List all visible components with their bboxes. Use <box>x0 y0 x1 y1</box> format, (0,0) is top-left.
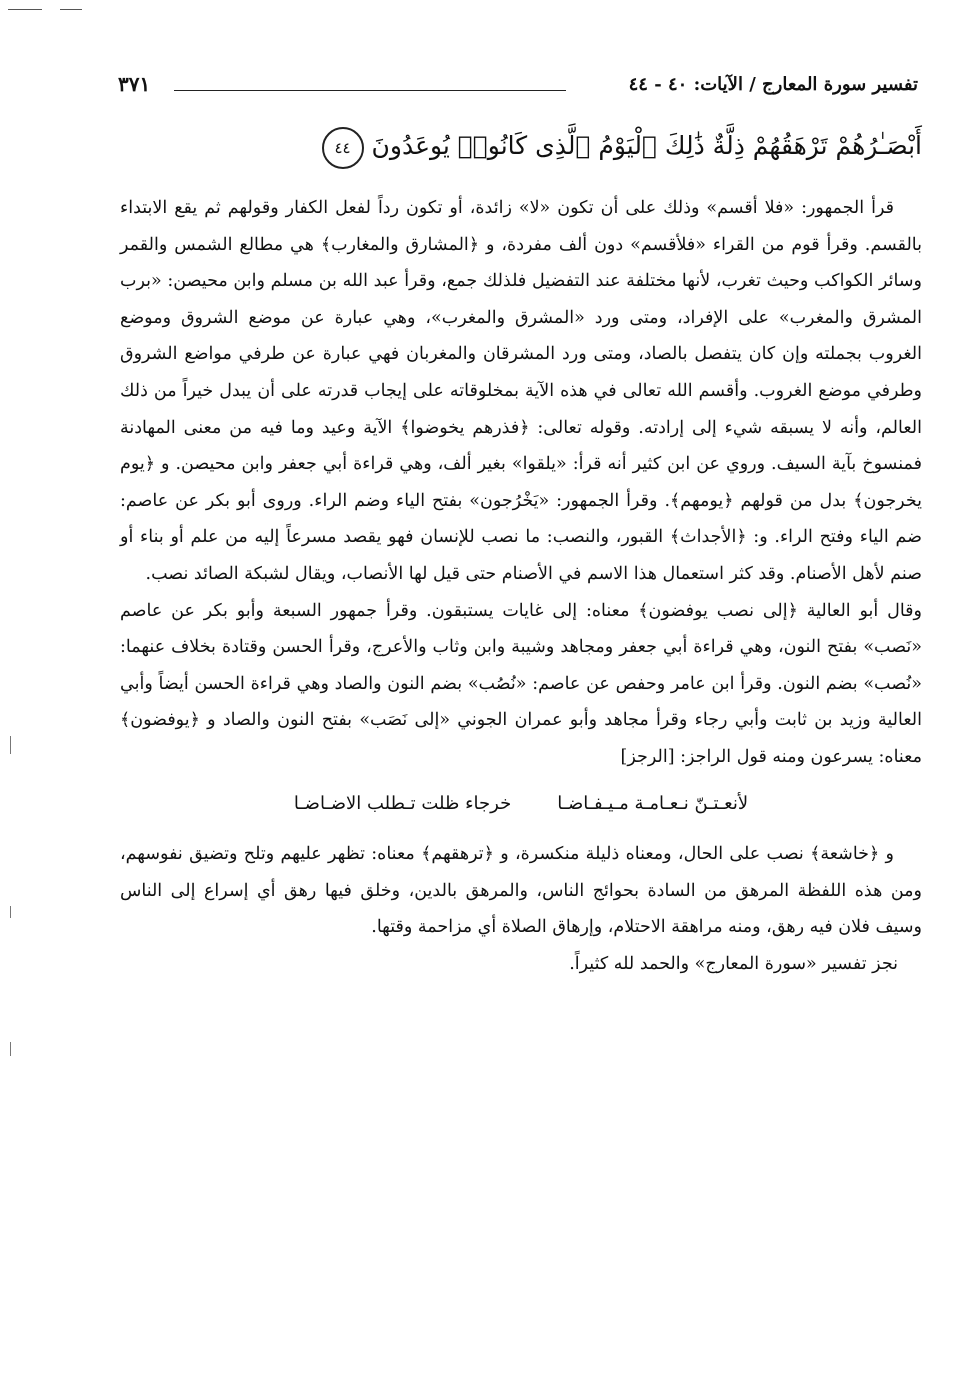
page-header <box>118 70 918 104</box>
closing-line: نجز تفسير «سورة المعارج» والحمد لله كثيراً. <box>569 953 898 974</box>
quran-verse <box>300 118 922 174</box>
poem-verse <box>120 786 922 823</box>
verse-text: أَبْصَـٰرُهُمْ تَرْهَقُهُمْ ذِلَّةٌ ذَٰلِكَ ٱلْيَوْمُ ٱلَّذِى كَانُوا۟ يُوعَدُونَ <box>371 131 922 160</box>
margin-mark-1 <box>10 736 11 754</box>
scan-mark-right <box>60 9 82 10</box>
header-rule <box>174 90 566 91</box>
commentary-body <box>120 190 922 982</box>
poem-hemistich-right: لأنعـتـنّ نـعـامـة مـيـفـاضـا <box>557 792 749 814</box>
margin-mark-3 <box>10 1042 11 1056</box>
paragraph-1: قرأ الجمهور: «فلا أقسم» وذلك على أن تكون «لا» زائدة، أو تكون رداً لفعل الكفار وقولهم ثم يقع الابتداء بالقسم. وقرأ قوم من القراء «فلأقسم» دون ألف مفردة، و ﴿المشارق والمغارب﴾ هي مطالع الشمس والقمر وسائر الكواكب وحيث تغرب، لأنها مختلفة عند التفضيل فلذلك جمع، وقرأ عبد الله بن مسلم وابن محيصن: «برب المشرق والمغرب» على الإفراد، ومتى ورد «المشرق والمغرب»، وهي عبارة عن موضع الشروق وموضع الغروب بجملته وإن كان يتفصل بالصاد، ومتى ورد المشرقان والمغربان فهي عبارة عن طرفي مواضع الشروق وطرفي موضع الغروب. وأقسم الله تعالى في هذه الآية بمخلوقاته على إيجاب قدرته على أن يبدل خيراً من ذلك العالم، وأنه لا يسبقه شيء إلى إرادته. وقوله تعالى: ﴿فذرهم يخوضوا﴾ الآية وعيد وما فيه من معنى المهادنة فمنسوخ بآية السيف. وروي عن ابن كثير أنه قرأ: «يلقوا» بغير ألف، وهي قراءة أبي جعفر وابن محيصن. و ﴿يوم يخرجون﴾ بدل من قولهم ﴿يومهم﴾. وقرأ الجمهور: «يَخْرُجون» بفتح الياء وضم الراء. وروى أبو بكر عن عاصم: ضم الياء وفتح الراء. و: ﴿الأجداث﴾ القبور، والنصب: ما نصب للإنسان فهو يقصد مسرعاً إليه من علم أو بناء أو صنم لأهل الأصنام. وقد كثر استعمال هذا الاسم في الأصنام حتى قيل لها الأنصاب، ويقال لشبكة الصائد نصب. <box>120 198 922 584</box>
poem-hemistich-left: خرجاء ظلت تـطلب الاضـاضـا <box>293 792 512 814</box>
paragraph-3: و ﴿خاشعة﴾ نصب على الحال، ومعناه ذليلة منكسرة، و ﴿ترهقهم﴾ معناه: تظهر عليهم وتلح وتضيق نفوسهم، ومن هذه اللفظة المرهق من السادة بحوائج الناس، والمرهق بالدين، وخلق فيها رهق أي إسراع إلى الناس وسيف فلان فيه رهق، ومنه مراهقة الاحتلام، وإرهاق الصلاة أي مزاحمة وقتها. <box>120 844 922 938</box>
page-number: ٣٧١ <box>118 72 151 96</box>
verse-number-marker: ٤٤ <box>322 127 364 169</box>
margin-mark-2 <box>10 906 11 918</box>
running-title: تفسير سورة المعارج / الآيات: ٤٠ - ٤٤ <box>628 74 918 95</box>
scan-mark-left <box>8 9 42 10</box>
paragraph-2: وقال أبو العالية ﴿إلى نصب يوفضون﴾ معناه: إلى غايات يستبقون. وقرأ جمهور السبعة وأبو بكر عن عاصم «نَصب» بفتح النون، وهي قراءة أبي جعفر ومجاهد وشيبة وابن وثاب والأعرج، وقرأ الحسن وقتادة بخلاف عنهما: «نُصب» بضم النون. وقرأ ابن عامر وحفص عن عاصم: «نُصُب» بضم النون والصاد وهي قراءة الحسن أيضاً وأبي العالية وزيد بن ثابت وأبي رجاء وقرأ مجاهد وأبو عمران الجوني «إلى نَصَب» بفتح النون والصاد و ﴿يوفضون﴾ معناه: يسرعون ومنه قول الراجز: [الرجز] <box>120 600 922 767</box>
